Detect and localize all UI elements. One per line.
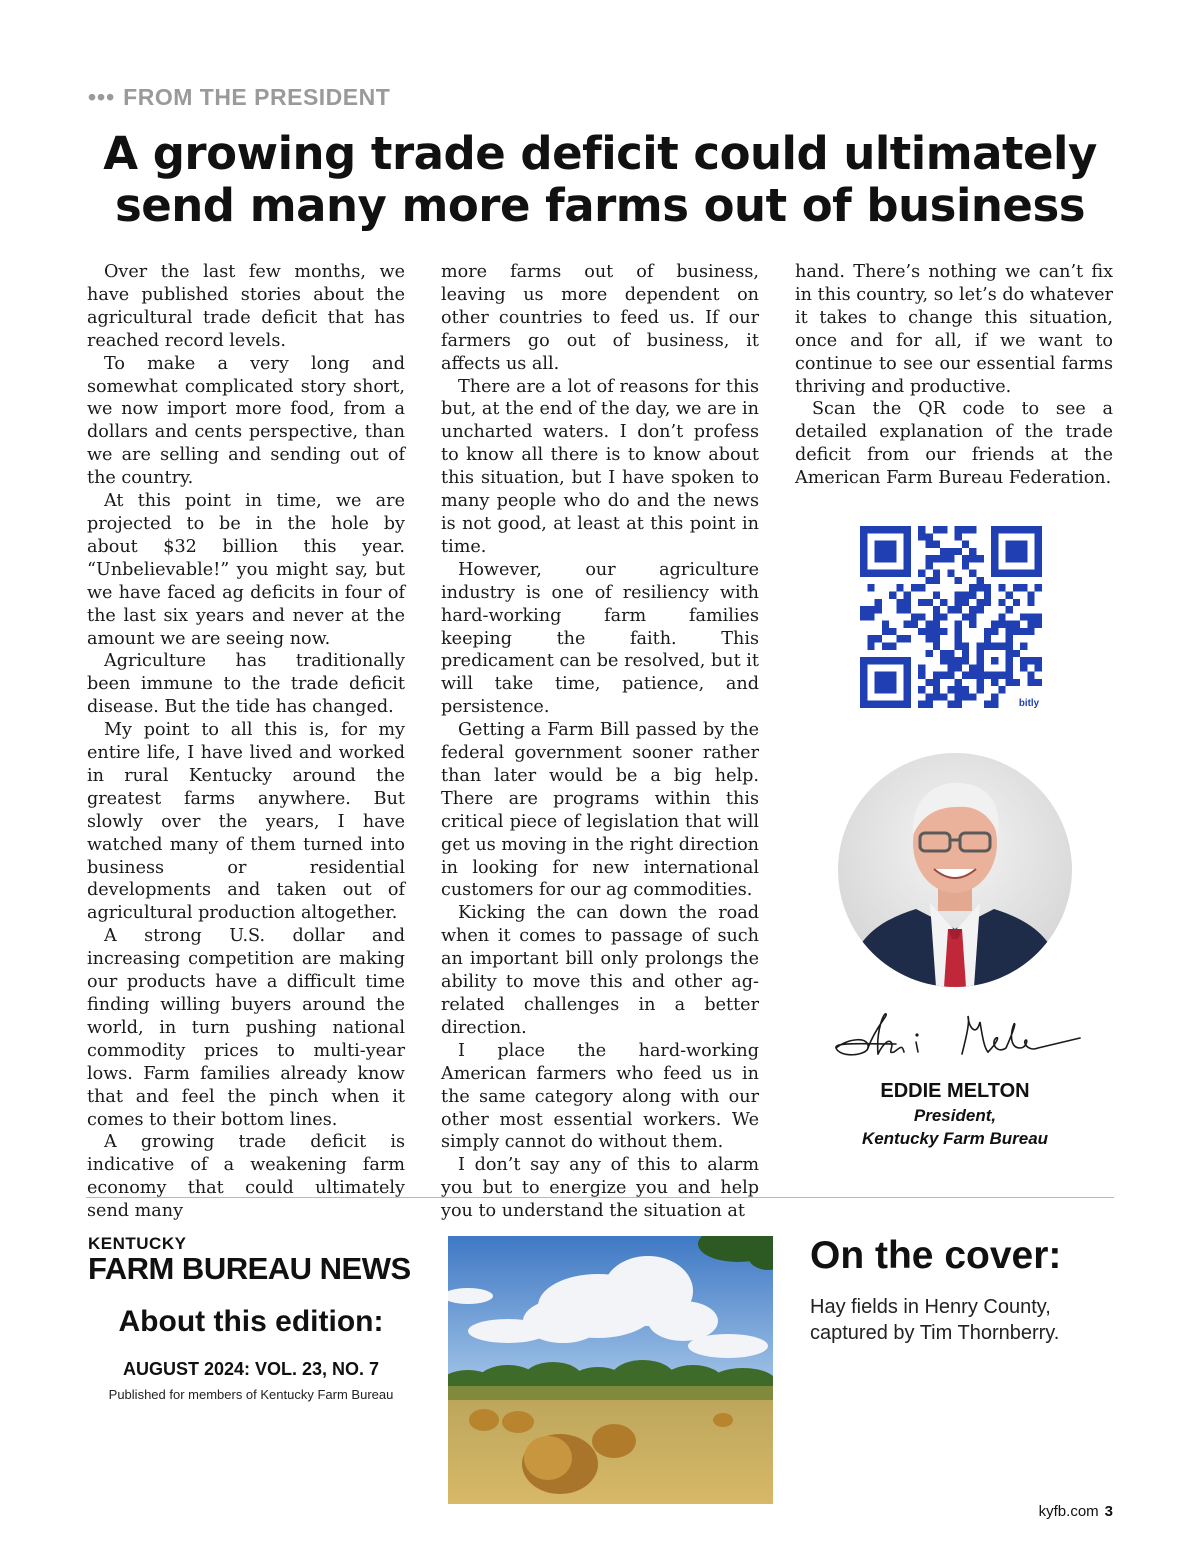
- paragraph: more farms out of business, leaving us more dependent on other countries to feed us. If our farmers go out of business, it affects us all.: [441, 262, 759, 374]
- published-note: Published for members of Kentucky Farm Bureau: [108, 1387, 394, 1402]
- paragraph: A growing trade deficit is indicative of a weakening farm economy that could ultimately send many: [87, 1132, 405, 1222]
- signer-org: Kentucky Farm Bureau: [861, 1129, 1049, 1148]
- signer-name: EDDIE MELTON: [880, 1080, 1030, 1102]
- kicker-label: FROM THE PRESIDENT: [123, 84, 391, 110]
- article-column-2: [441, 261, 759, 1223]
- headline-line-2: send many more farms out of business: [114, 179, 1086, 232]
- paragraph: There are a lot of reasons for this but, at the end of the day, we are in uncharted waters. I don’t profess to know all there is to know about this situation, but I have spoken to many people who do and the news is not good, at least at this point in time.: [441, 376, 759, 557]
- headline-line-1: A growing trade deficit could ultimately: [103, 127, 1097, 180]
- signer-title: President,: [913, 1106, 997, 1125]
- paragraph: However, our agriculture industry is one of resiliency with hard-working farm families keeping the faith. This predicament can be resolved, but it will take time, patience, and persistence.: [441, 559, 759, 718]
- paragraph: Kicking the can down the road when it comes to passage of such an important bill only prolongs the ability to move this and other ag-related challenges in a better direction.: [441, 903, 759, 1038]
- paragraph: Scan the QR code to see a detailed explanation of the trade deficit from our friends at the American Farm Bureau Federation.: [795, 399, 1113, 489]
- hay-field-illustration: [448, 1236, 773, 1504]
- kicker-dots: •••: [88, 84, 116, 110]
- cover-title: On the cover:: [810, 1234, 1062, 1277]
- president-signature: [828, 1008, 1083, 1070]
- paragraph: I don’t say any of this to alarm you but to energize you and help you to understand the situation at: [441, 1155, 759, 1222]
- paragraph: hand. There’s nothing we can’t fix in this country, so let’s do whatever it takes to change this situation, once and for all, if we want to continue to see our essential farms thriving and productive.: [795, 262, 1113, 397]
- paragraph: My point to all this is, for my entire life, I have lived and worked in rural Kentucky around the greatest farms anywhere. But slowly over the years, I have watched many of them turned into business or residential developments and taken out of agricultural production altogether.: [87, 720, 405, 924]
- about-edition-title: About this edition:: [118, 1305, 384, 1338]
- cover-photo: [448, 1236, 773, 1504]
- paragraph: Over the last few months, we have published stories about the agricultural trade deficit that has reached record levels.: [87, 262, 405, 351]
- paragraph: A strong U.S. dollar and increasing competition are making our products have a difficult time finding willing buyers around the world, in turn pushing national commodity prices to multi-year lows. Farm families already know that and feel the pinch when it comes to their bottom lines.: [87, 926, 405, 1130]
- headline: [60, 128, 1140, 232]
- paragraph: Getting a Farm Bill passed by the federal government sooner rather than later would be a big help. There are programs within this critical piece of legislation that will get us moving in the right direction in looking for new international customers for our ag commodities.: [441, 720, 759, 901]
- signer-title-block: [820, 1104, 1090, 1150]
- paragraph: To make a very long and somewhat complicated story short, we now import more food, from a dollars and cents perspective, than we are selling and sending out of the country.: [87, 353, 405, 489]
- article-column-1: [87, 261, 405, 1223]
- publication-logo: [88, 1236, 411, 1286]
- qr-code[interactable]: [860, 526, 1042, 708]
- paragraph: I place the hard-working American farmers who feed us in the same category along with our other most essential workers. We simply cannot do without them.: [441, 1040, 759, 1153]
- qr-brand-label: bitly: [1018, 697, 1040, 708]
- edition-info: AUGUST 2024: VOL. 23, NO. 7: [122, 1359, 380, 1379]
- page-folio: [1039, 1503, 1113, 1520]
- section-divider: [86, 1197, 1114, 1198]
- logo-state: KENTUCKY: [88, 1234, 187, 1253]
- site-url: kyfb.com: [1038, 1503, 1099, 1520]
- paragraph: Agriculture has traditionally been immune to the trade deficit disease. But the tide has changed.: [87, 651, 405, 718]
- cover-caption: Hay fields in Henry County, captured by Tim Thornberry.: [810, 1296, 1060, 1344]
- page-number: 3: [1104, 1503, 1113, 1520]
- article-column-3: [795, 261, 1113, 490]
- president-portrait: [838, 753, 1072, 987]
- logo-title: FARM BUREAU NEWS: [88, 1251, 411, 1286]
- section-kicker: [88, 84, 390, 111]
- portrait-illustration: [838, 753, 1072, 987]
- paragraph: At this point in time, we are projected to be in the hole by about $32 billion this year. “Unbelievable!” you might say, but we have faced ag deficits in four of the last six years and never at the amount we are seeing now.: [87, 491, 405, 649]
